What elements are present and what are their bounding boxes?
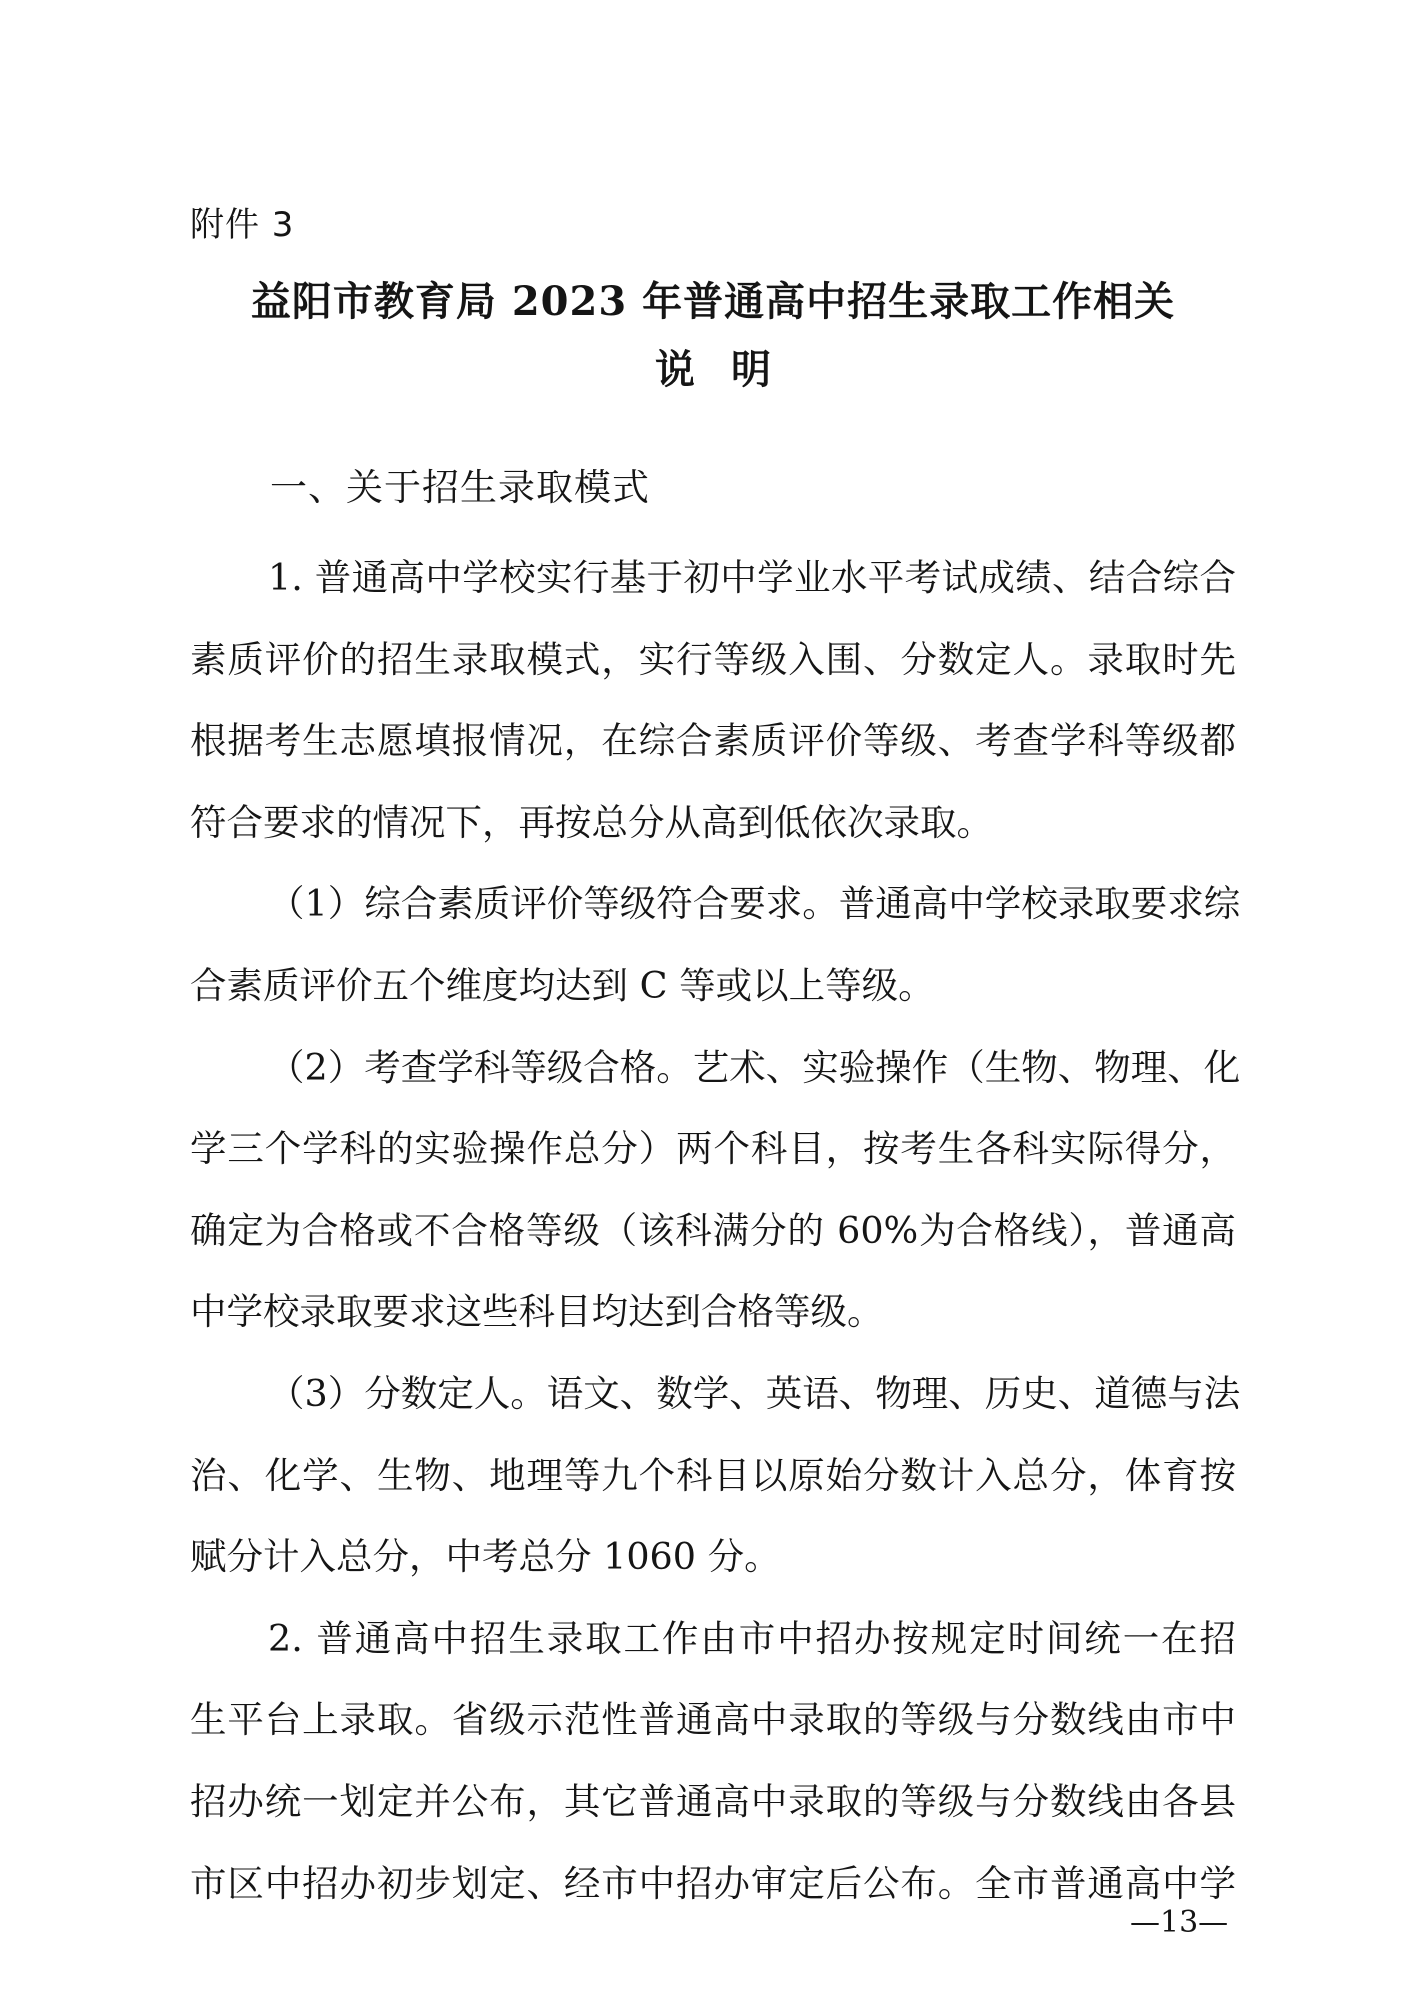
paragraph-1-line-2: 素质评价的招生录取模式，实行等级入围、分数定人。录取时先 bbox=[190, 637, 1236, 681]
paragraph-1-line-1: 1. 普通高中学校实行基于初中学业水平考试成绩、结合综合 bbox=[268, 556, 1236, 599]
paragraph-3-line-4: 中学校录取要求这些科目均达到合格等级。 bbox=[190, 1290, 884, 1334]
paragraph-5-line-1: 2. 普通高中招生录取工作由市中招办按规定时间统一在招 bbox=[268, 1616, 1236, 1660]
paragraph-4-line-2: 治、化学、生物、地理等九个科目以原始分数计入总分，体育按 bbox=[190, 1453, 1236, 1497]
section-heading: 一、关于招生录取模式 bbox=[270, 466, 650, 509]
paragraph-1-line-3: 根据考生志愿填报情况，在综合素质评价等级、考查学科等级都 bbox=[190, 719, 1236, 763]
paragraph-4-line-3: 赋分计入总分，中考总分 1060 分。 bbox=[190, 1535, 781, 1579]
paragraph-5-line-4: 市区中招办初步划定、经市中招办审定后公布。全市普通高中学 bbox=[190, 1861, 1236, 1905]
body-text bbox=[190, 537, 1241, 1924]
paragraph-1-line-4: 符合要求的情况下，再按总分从高到低依次录取。 bbox=[190, 800, 993, 844]
paragraph-5-line-2: 生平台上录取。省级示范性普通高中录取的等级与分数线由市中 bbox=[190, 1698, 1236, 1742]
paragraph-3-line-2: 学三个学科的实验操作总分）两个科目，按考生各科实际得分， bbox=[190, 1127, 1236, 1171]
document-title bbox=[190, 268, 1236, 404]
paragraph-3-line-1: （2）考查学科等级合格。艺术、实验操作（生物、物理、化 bbox=[268, 1045, 1241, 1089]
title-line-1: 益阳市教育局 2023 年普通高中招生录取工作相关 bbox=[250, 278, 1176, 325]
paragraph-2-line-1: （1）综合素质评价等级符合要求。普通高中学校录取要求综 bbox=[268, 882, 1241, 926]
paragraph-2-line-2: 合素质评价五个维度均达到 C 等或以上等级。 bbox=[190, 963, 935, 1007]
paragraph-3-line-3: 确定为合格或不合格等级（该科满分的 60%为合格线），普通高 bbox=[190, 1208, 1236, 1252]
page-number: —13— bbox=[1130, 1905, 1229, 1940]
title-line-2: 说明 bbox=[655, 346, 807, 393]
paragraph-5-line-3: 招办统一划定并公布，其它普通高中录取的等级与分数线由各县 bbox=[190, 1779, 1236, 1823]
paragraph-4-line-1: （3）分数定人。语文、数学、英语、物理、历史、道德与法 bbox=[268, 1371, 1241, 1415]
attachment-label: 附件 3 bbox=[190, 205, 295, 245]
